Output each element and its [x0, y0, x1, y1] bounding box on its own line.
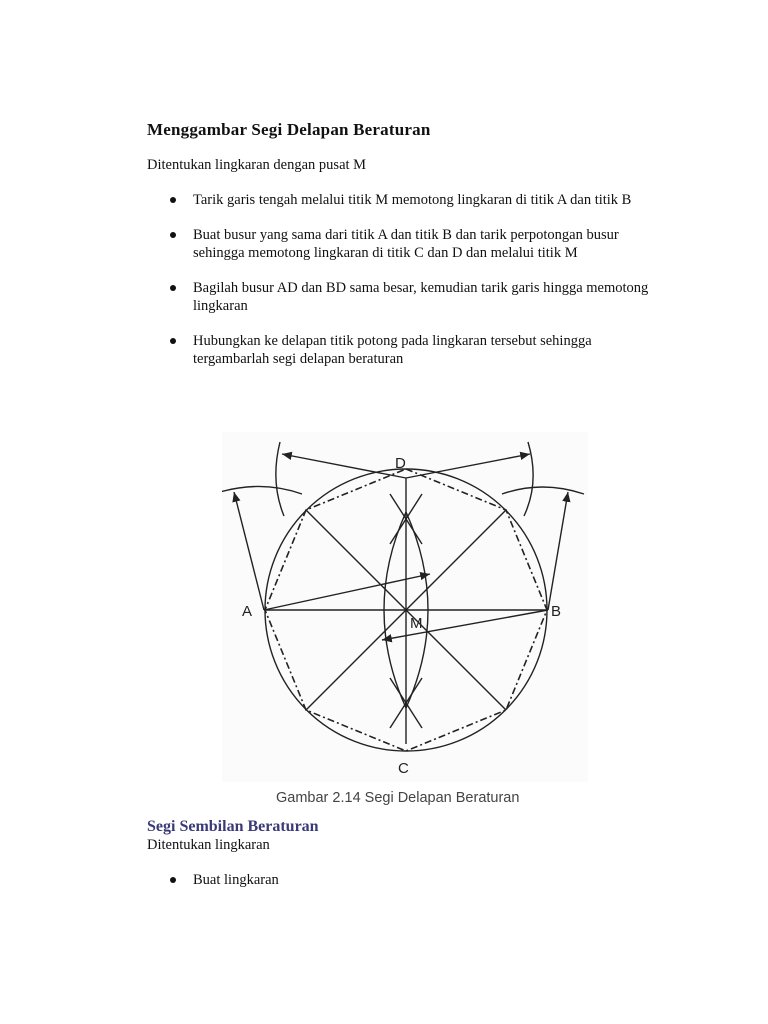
- section-intro: Ditentukan lingkaran dengan pusat M: [147, 157, 367, 173]
- step-text: Buat lingkaran: [193, 872, 279, 888]
- step-text: Tarik garis tengah melalui titik M memotong lingkaran di titik A dan titik B: [193, 192, 632, 208]
- figure-caption: Gambar 2.14 Segi Delapan Beraturan: [276, 790, 520, 806]
- step-text: Bagilah busur AD dan BD sama besar, kemudian tarik garis hingga memotong lingkaran: [193, 280, 649, 314]
- bullet-icon: [170, 877, 176, 883]
- section-title: Menggambar Segi Delapan Beraturan: [147, 120, 431, 139]
- section-intro-2: Ditentukan lingkaran: [147, 837, 270, 853]
- list-item: [147, 871, 657, 889]
- section-title-2: Segi Sembilan Beraturan: [147, 818, 319, 835]
- steps-list: [147, 191, 657, 385]
- octagon-diagram: [222, 432, 588, 782]
- point-label-d: D: [395, 455, 406, 472]
- bullet-icon: [170, 338, 176, 344]
- octagon-construction-figure: [222, 432, 588, 782]
- bullet-icon: [170, 232, 176, 238]
- point-label-m: M: [410, 615, 423, 632]
- point-label-b: B: [551, 603, 562, 620]
- step-text: Buat busur yang sama dari titik A dan titik B dan tarik perpotongan busur sehingga memotong lingkaran di titik C dan D dan melalui titik M: [193, 227, 619, 261]
- list-item: [147, 279, 657, 315]
- list-item: [147, 226, 657, 262]
- point-label-c: C: [398, 760, 409, 777]
- list-item: [147, 332, 657, 368]
- steps-list-2: [147, 871, 657, 906]
- list-item: [147, 191, 657, 209]
- bullet-icon: [170, 285, 176, 291]
- step-text: Hubungkan ke delapan titik potong pada lingkaran tersebut sehingga tergambarlah segi delapan beraturan: [193, 333, 592, 367]
- bullet-icon: [170, 197, 176, 203]
- point-label-a: A: [242, 603, 253, 620]
